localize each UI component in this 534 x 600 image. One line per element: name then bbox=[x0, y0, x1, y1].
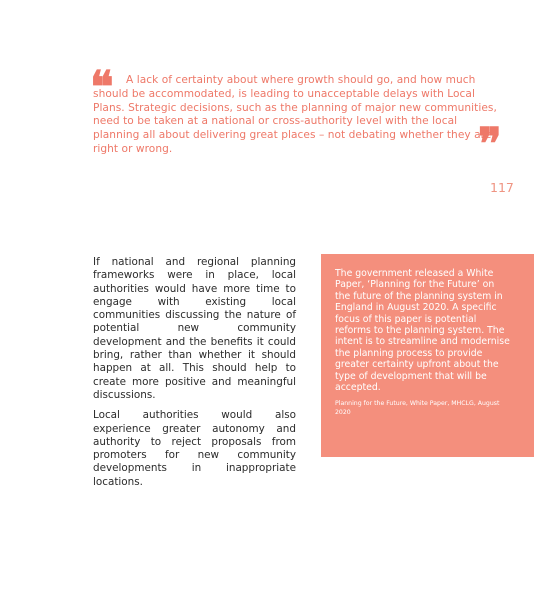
pull-quote-text: A lack of certainty about where growth should go, and how much should be accommodated, is leading to unacceptable delays with Local Plans. Strategic decisions, such as the planning of major new communities, need to be taken at a national or cross-authority level with the local planning all about delivering great places – not debating whether they are right or wrong. bbox=[93, 74, 497, 155]
body-text bbox=[93, 256, 296, 496]
body-paragraph: Local authorities would also experience greater autonomy and authority to reject proposals from promoters for new community developments in inappropriate locations. bbox=[93, 409, 296, 488]
info-box-text: The government released a White Paper, ‘Planning for the Future’ on the future of the planning system in England in August 2020. A specific focus of this paper is potential reforms to the planning system. The intent is to streamline and modernise the planning process to provide greater certainty upfront about the type of development that will be accepted. bbox=[335, 268, 510, 394]
info-box bbox=[321, 254, 534, 457]
close-quote-mark-icon: ❞ bbox=[478, 119, 502, 170]
info-box-source: Planning for the Future, White Paper, MHCLG, August 2020 bbox=[335, 400, 500, 416]
open-quote-mark-icon: ❝ bbox=[90, 62, 114, 113]
body-paragraph: If national and regional planning frameworks were in place, local authorities would have more time to engage with existing local communities discussing the nature of potential new community development and the benefits it could bring, rather than whether it should happen at all. This should help to create more positive and meaningful discussions. bbox=[93, 256, 296, 401]
pull-quote bbox=[93, 74, 505, 157]
page-number: 117 bbox=[490, 180, 514, 195]
